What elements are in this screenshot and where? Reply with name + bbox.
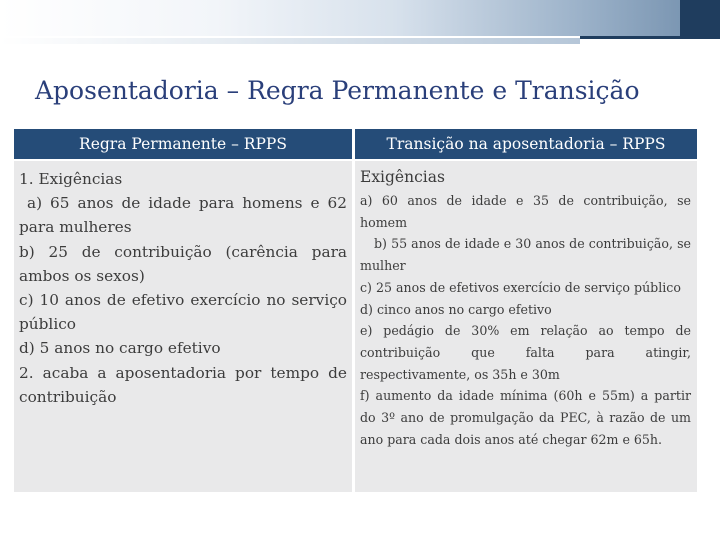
header-regra-permanente: Regra Permanente – RPPS [14, 129, 352, 159]
right-item: a) 60 anos de idade e 35 de contribuição, se homem [360, 193, 691, 230]
right-item: b) 55 anos de idade e 30 anos de contribuição, se mulher [360, 236, 691, 274]
right-item: e) pedágio de 30% em relação ao tempo de contribuição que falta para atingir, respectivamente, os 35h e 30m [360, 323, 691, 382]
left-item: d) 5 anos no cargo efetivo [19, 339, 221, 358]
left-item: c) 10 anos de efetivo exercício no serviço público [19, 291, 347, 334]
top-gradient-bar [0, 0, 720, 36]
right-column-text [360, 190, 691, 450]
right-item: c) 25 anos de efetivos exercício de serviço público [360, 279, 681, 295]
left-heading: 1. Exigências [19, 170, 123, 188]
cell-regra-permanente [14, 161, 352, 492]
left-item: b) 25 de contribuição (carência para ambos os sexos) [19, 242, 347, 285]
left-item: 2. acaba a aposentadoria por tempo de contribuição [19, 363, 347, 406]
cell-transicao [355, 161, 697, 492]
left-column-text [19, 167, 352, 409]
right-heading: Exigências [360, 168, 445, 186]
decorative-top-band [0, 0, 720, 40]
top-dark-accent [680, 0, 720, 36]
right-item: f) aumento da idade mínima (60h e 55m) a partir do 3º ano de promulgação da PEC, à razão de um ano para cada dois anos até chegar 62m e 65h. [360, 388, 691, 447]
left-item: a) 65 anos de idade para homens e 62 para mulheres [19, 194, 352, 237]
slide-title: Aposentadoria – Regra Permanente e Transição [35, 76, 640, 105]
right-item: d) cinco anos no cargo efetivo [360, 301, 552, 317]
comparison-table [14, 129, 697, 492]
header-transicao: Transição na aposentadoria – RPPS [355, 129, 697, 159]
top-accent-line-dark [580, 36, 720, 39]
top-accent-line [0, 38, 580, 44]
